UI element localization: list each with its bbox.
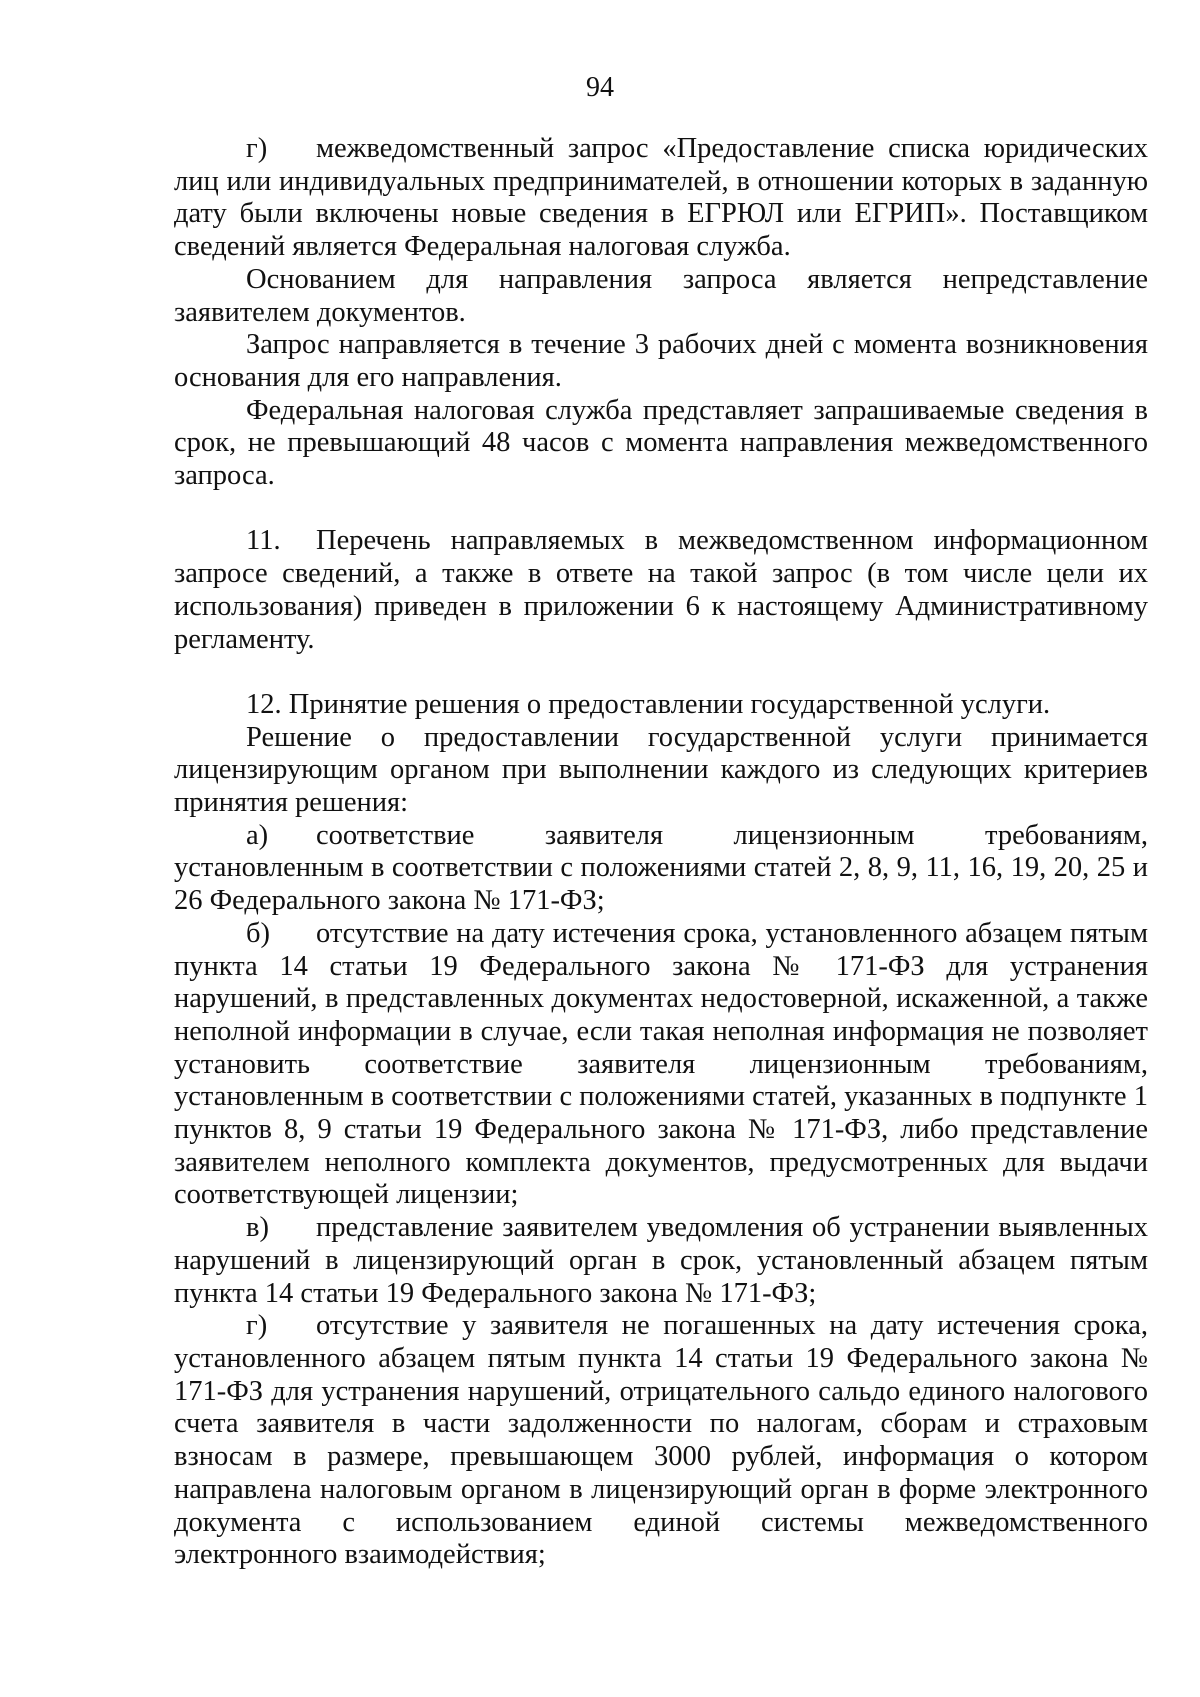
paragraph-criterion-a xyxy=(174,820,1148,918)
list-marker: а) xyxy=(246,819,269,851)
list-marker: б) xyxy=(246,917,270,949)
paragraph-criterion-v xyxy=(174,1212,1148,1310)
paragraph-text: Перечень направляемых в межведомственном информационном запросе сведений, а также в ответе на такой запрос (в том числе цели их использования) приведен в приложении 6 к настоящему Административному регламенту. xyxy=(174,525,1148,655)
paragraph-text: соответствие заявителя лицензионным требованиям, установленным в соответствии с положениями статей 2, 8, 9, 11, 16, 19, 20, 25 и 26 Федерального закона № 171-ФЗ; xyxy=(174,819,1148,917)
paragraph-decision-criteria: Решение о предоставлении государственной услуги принимается лицензирующим органом при выполнении каждого из следующих критериев принятия решения: xyxy=(174,721,1148,819)
document-body xyxy=(174,133,1148,1572)
paragraph-request-timing: Запрос направляется в течение 3 рабочих дней с момента возникновения основания для его направления. xyxy=(174,329,1148,393)
page-number: 94 xyxy=(586,72,614,103)
paragraph-request-basis: Основанием для направления запроса является непредставление заявителем документов. xyxy=(174,263,1148,328)
paragraph-section-11 xyxy=(174,525,1148,656)
list-marker: г) xyxy=(246,133,268,164)
list-marker: г) xyxy=(246,1310,268,1342)
paragraph-text: межведомственный запрос «Предоставление списка юридических лиц или индивидуальных предпринимателей, в отношении которых в заданную дату были включены новые сведения в ЕГРЮЛ или ЕГРИП». Поставщиком сведений является Федеральная налоговая служба. xyxy=(174,133,1148,263)
paragraph-text: представление заявителем уведомления об устранении выявленных нарушений в лицензирующий орган в срок, установленный абзацем пятым пункта 14 статьи 19 Федерального закона № 171-ФЗ; xyxy=(174,1212,1148,1309)
list-marker: в) xyxy=(246,1212,269,1244)
paragraph-criterion-g xyxy=(174,1310,1148,1572)
paragraph-criterion-b xyxy=(174,918,1148,1212)
list-marker: 11. xyxy=(246,525,281,557)
paragraph-tax-service-response: Федеральная налоговая служба представляет запрашиваемые сведения в срок, не превышающий 48 часов с момента направления межведомственного запроса. xyxy=(174,394,1148,492)
paragraph-text: отсутствие на дату истечения срока, установленного абзацем пятым пункта 14 статьи 19 Федерального закона № 171-ФЗ для устранения нарушений, в представленных документах недостоверной, искаженной, а также неполной информации в случае, если такая неполная информация не позволяет установить соответствие заявителя лицензионным требованиям, установленным в соответствии с положениями статей, указанных в подпункте 1 пунктов 8, 9 статьи 19 Федерального закона № 171-ФЗ, либо представление заявителем неполного комплекта документов, предусмотренных для выдачи соответствующей лицензии; xyxy=(174,917,1148,1211)
paragraph-subitem-g-interagency-request xyxy=(174,133,1148,264)
paragraph-text: отсутствие у заявителя не погашенных на дату истечения срока, установленного абзацем пятым пункта 14 статьи 19 Федерального закона № 171-ФЗ для устранения нарушений, отрицательного сальдо единого налогового счета заявителя в части задолженности по налогам, сборам и страховым взносам в размере, превышающем 3000 рублей, информация о котором направлена налоговым органом в лицензирующий орган в форме электронного документа с использованием единой системы межведомственного электронного взаимодействия; xyxy=(174,1310,1148,1571)
section-12-heading: 12. Принятие решения о предоставлении государственной услуги. xyxy=(246,688,1051,720)
